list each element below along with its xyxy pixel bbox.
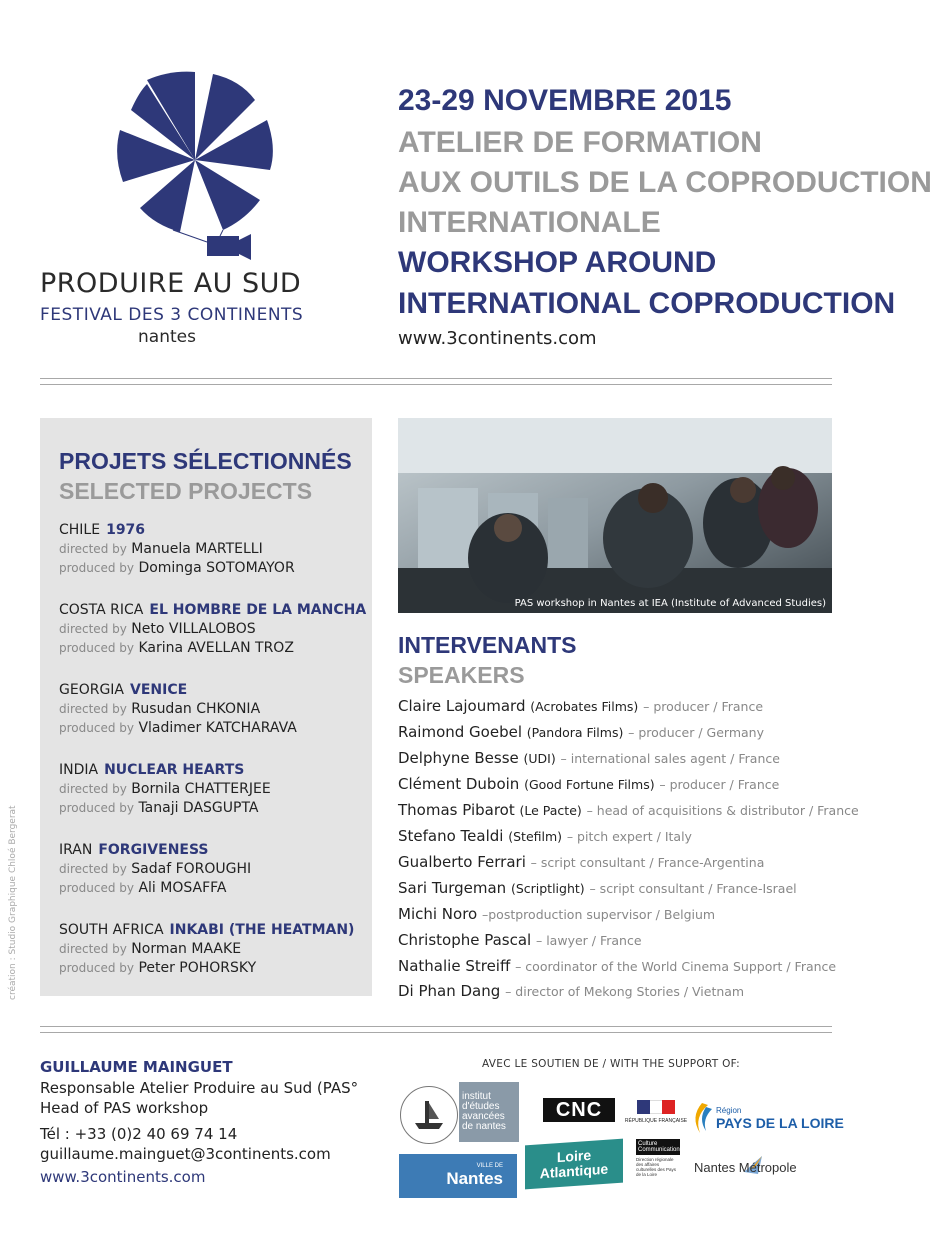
produced-label: produced by bbox=[59, 961, 134, 975]
contact-website-link[interactable]: www.3continents.com bbox=[40, 1168, 206, 1186]
speaker-name: Gualberto Ferrari bbox=[398, 853, 526, 871]
speaker-role: – director of Mekong Stories / Vietnam bbox=[505, 984, 745, 999]
speaker-name: Christophe Pascal bbox=[398, 931, 532, 949]
project-director: Neto VILLALOBOS bbox=[131, 621, 256, 637]
speaker-role: – producer / Germany bbox=[628, 725, 764, 740]
produced-label: produced by bbox=[59, 561, 134, 575]
project-director: Rusudan CHKONIA bbox=[131, 701, 261, 717]
drac-text: Direction régionale des affaires culturelles des Pays de la Loire bbox=[636, 1157, 677, 1177]
region-swoosh-icon bbox=[688, 1101, 714, 1135]
contact-name: GUILLAUME MAINGUET bbox=[40, 1058, 233, 1076]
photo-caption: PAS workshop in Nantes at IEA (Institute of Advanced Studies) bbox=[514, 598, 826, 609]
project-producer: Tanaji DASGUPTA bbox=[138, 800, 259, 816]
speaker-name: Delphyne Besse bbox=[398, 749, 519, 767]
project-director: Norman MAAKE bbox=[131, 941, 242, 957]
logo-title: PRODUIRE AU SUD bbox=[40, 268, 302, 299]
event-dates: 23-29 NOVEMBRE 2015 bbox=[398, 84, 732, 117]
contact-block bbox=[40, 1058, 358, 1186]
speaker-item bbox=[398, 879, 797, 897]
contact-email[interactable]: guillaume.mainguet@3continents.com bbox=[40, 1145, 331, 1163]
speaker-item bbox=[398, 957, 836, 975]
project-country: COSTA RICA bbox=[59, 602, 144, 618]
directed-label: directed by bbox=[59, 542, 127, 556]
speaker-item bbox=[398, 723, 764, 741]
speaker-name: Sari Turgeman bbox=[398, 879, 507, 897]
speaker-item bbox=[398, 931, 642, 949]
nantes-logo bbox=[399, 1154, 517, 1198]
project-film: NUCLEAR HEARTS bbox=[104, 762, 245, 778]
atlantique-text: Atlantique bbox=[539, 1160, 609, 1182]
speaker-name: Claire Lajoumard bbox=[398, 697, 526, 715]
ship-icon bbox=[409, 1095, 449, 1135]
selected-projects-panel bbox=[40, 418, 372, 996]
project-film: 1976 bbox=[106, 522, 146, 538]
design-credit: création : Studio Graphique Chloé Bergerat bbox=[8, 805, 18, 1000]
contact-title-en: Head of PAS workshop bbox=[40, 1099, 209, 1117]
project-film: INKABI (THE HEATMAN) bbox=[169, 922, 355, 938]
project-producer: Karina AVELLAN TROZ bbox=[138, 640, 294, 656]
workshop-photo bbox=[398, 418, 832, 613]
cnc-logo bbox=[543, 1098, 615, 1122]
speaker-company: (Le Pacte) bbox=[519, 803, 582, 818]
speaker-item bbox=[398, 853, 764, 871]
divider bbox=[40, 1026, 832, 1027]
directed-label: directed by bbox=[59, 702, 127, 716]
speaker-company: (Stefilm) bbox=[508, 829, 563, 844]
speaker-name: Raimond Goebel bbox=[398, 723, 522, 741]
cnc-text: CNC bbox=[555, 1098, 603, 1121]
divider bbox=[40, 378, 832, 379]
project-film: VENICE bbox=[130, 682, 188, 698]
divider bbox=[40, 384, 832, 385]
speakers-title-fr: INTERVENANTS bbox=[398, 632, 577, 658]
directed-label: directed by bbox=[59, 942, 127, 956]
contact-title-fr: Responsable Atelier Produire au Sud (PAS° bbox=[40, 1079, 359, 1097]
speaker-item bbox=[398, 905, 715, 923]
speakers-title-en: SPEAKERS bbox=[398, 662, 525, 688]
project-country: CHILE bbox=[59, 522, 101, 538]
speaker-name: Stefano Tealdi bbox=[398, 827, 504, 845]
title-en-line2: INTERNATIONAL COPRODUCTION bbox=[398, 287, 896, 320]
loire-atlantique-logo bbox=[525, 1139, 623, 1190]
speaker-name: Clément Duboin bbox=[398, 775, 520, 793]
produced-label: produced by bbox=[59, 801, 134, 815]
project-director: Manuela MARTELLI bbox=[131, 541, 263, 557]
speaker-role: – pitch expert / Italy bbox=[566, 829, 692, 844]
project-item bbox=[59, 922, 371, 976]
produced-label: produced by bbox=[59, 641, 134, 655]
project-item bbox=[59, 522, 371, 576]
iea-logo bbox=[459, 1082, 519, 1142]
projects-title-en: SELECTED PROJECTS bbox=[59, 478, 313, 504]
project-item bbox=[59, 842, 371, 896]
project-country: GEORGIA bbox=[59, 682, 124, 698]
festival-logo bbox=[40, 70, 340, 360]
speaker-name: Di Phan Dang bbox=[398, 982, 501, 1000]
region-text: PAYS DE LA LOIRE bbox=[716, 1114, 844, 1131]
republique-text: RÉPUBLIQUE FRANÇAISE bbox=[624, 1118, 688, 1124]
ville-small-text: VILLE DE bbox=[476, 1163, 503, 1169]
project-country: SOUTH AFRICA bbox=[59, 922, 164, 938]
speaker-company: (Acrobates Films) bbox=[530, 699, 639, 714]
title-fr-line3: INTERNATIONALE bbox=[398, 206, 661, 239]
speaker-role: –postproduction supervisor / Belgium bbox=[482, 907, 716, 922]
workshop-photo-image bbox=[398, 418, 832, 613]
project-film: EL HOMBRE DE LA MANCHA bbox=[149, 602, 367, 618]
speaker-item bbox=[398, 775, 779, 793]
culture-text: Culture Communication bbox=[638, 1141, 680, 1153]
speaker-role: – producer / France bbox=[643, 699, 764, 714]
speaker-role: – international sales agent / France bbox=[560, 751, 780, 766]
project-country: IRAN bbox=[59, 842, 93, 858]
project-producer: Peter POHORSKY bbox=[138, 960, 257, 976]
support-label: AVEC LE SOUTIEN DE / WITH THE SUPPORT OF: bbox=[482, 1058, 740, 1070]
website-link[interactable]: www.3continents.com bbox=[398, 328, 597, 349]
project-producer: Ali MOSAFFA bbox=[138, 880, 227, 896]
speaker-company: (UDI) bbox=[523, 751, 556, 766]
region-small-text: Région bbox=[716, 1105, 742, 1115]
project-producer: Vladimer KATCHARAVA bbox=[138, 720, 297, 736]
speaker-company: (Good Fortune Films) bbox=[524, 777, 655, 792]
speaker-item bbox=[398, 827, 692, 845]
directed-label: directed by bbox=[59, 622, 127, 636]
project-director: Sadaf FOROUGHI bbox=[131, 861, 252, 877]
title-en-line1: WORKSHOP AROUND bbox=[398, 246, 717, 279]
project-producer: Dominga SOTOMAYOR bbox=[138, 560, 295, 576]
speaker-role: – lawyer / France bbox=[535, 933, 642, 948]
french-flag-icon bbox=[637, 1100, 675, 1114]
speaker-name: Michi Noro bbox=[398, 905, 478, 923]
republique-logo bbox=[624, 1096, 688, 1128]
speaker-item bbox=[398, 982, 744, 1000]
ville-text: Nantes bbox=[446, 1169, 503, 1188]
produced-label: produced by bbox=[59, 721, 134, 735]
speaker-role: – producer / France bbox=[659, 777, 780, 792]
speaker-item bbox=[398, 697, 763, 715]
balloon-logo-icon bbox=[95, 70, 295, 265]
nantes-metropole-logo bbox=[694, 1152, 834, 1182]
speaker-name: Nathalie Streiff bbox=[398, 957, 511, 975]
project-item bbox=[59, 602, 371, 656]
speaker-role: – coordinator of the World Cinema Support / France bbox=[515, 959, 837, 974]
project-item bbox=[59, 682, 371, 736]
directed-label: directed by bbox=[59, 862, 127, 876]
seal-logo bbox=[400, 1086, 458, 1144]
metropole-text: Nantes Métropole bbox=[694, 1159, 797, 1175]
directed-label: directed by bbox=[59, 782, 127, 796]
speaker-role: – script consultant / France-Israel bbox=[589, 881, 797, 896]
projects-title-fr: PROJETS SÉLECTIONNÉS bbox=[59, 448, 352, 474]
speaker-name: Thomas Pibarot bbox=[398, 801, 515, 819]
contact-phone: Tél : +33 (0)2 40 69 74 14 bbox=[40, 1125, 238, 1143]
speaker-role: – script consultant / France-Argentina bbox=[530, 855, 765, 870]
produced-label: produced by bbox=[59, 881, 134, 895]
speaker-item bbox=[398, 801, 859, 819]
project-director: Bornila CHATTERJEE bbox=[131, 781, 271, 797]
divider bbox=[40, 1032, 832, 1033]
project-country: INDIA bbox=[59, 762, 99, 778]
title-fr-line2: AUX OUTILS DE LA COPRODUCTION bbox=[398, 166, 932, 199]
iea-text: institut d'études avancées de nantes bbox=[462, 1091, 506, 1132]
logo-city: nantes bbox=[138, 327, 196, 347]
loire-text: Loire bbox=[556, 1146, 592, 1166]
project-item bbox=[59, 762, 371, 816]
culture-logo bbox=[636, 1134, 680, 1182]
logo-subtitle: FESTIVAL DES 3 CONTINENTS bbox=[40, 305, 304, 325]
project-film: FORGIVENESS bbox=[98, 842, 209, 858]
region-logo bbox=[688, 1100, 844, 1136]
speaker-role: – head of acquisitions & distributor / France bbox=[586, 803, 859, 818]
speaker-item bbox=[398, 749, 780, 767]
speaker-company: (Pandora Films) bbox=[526, 725, 624, 740]
speaker-company: (Scriptlight) bbox=[510, 881, 585, 896]
title-fr-line1: ATELIER DE FORMATION bbox=[398, 126, 762, 159]
